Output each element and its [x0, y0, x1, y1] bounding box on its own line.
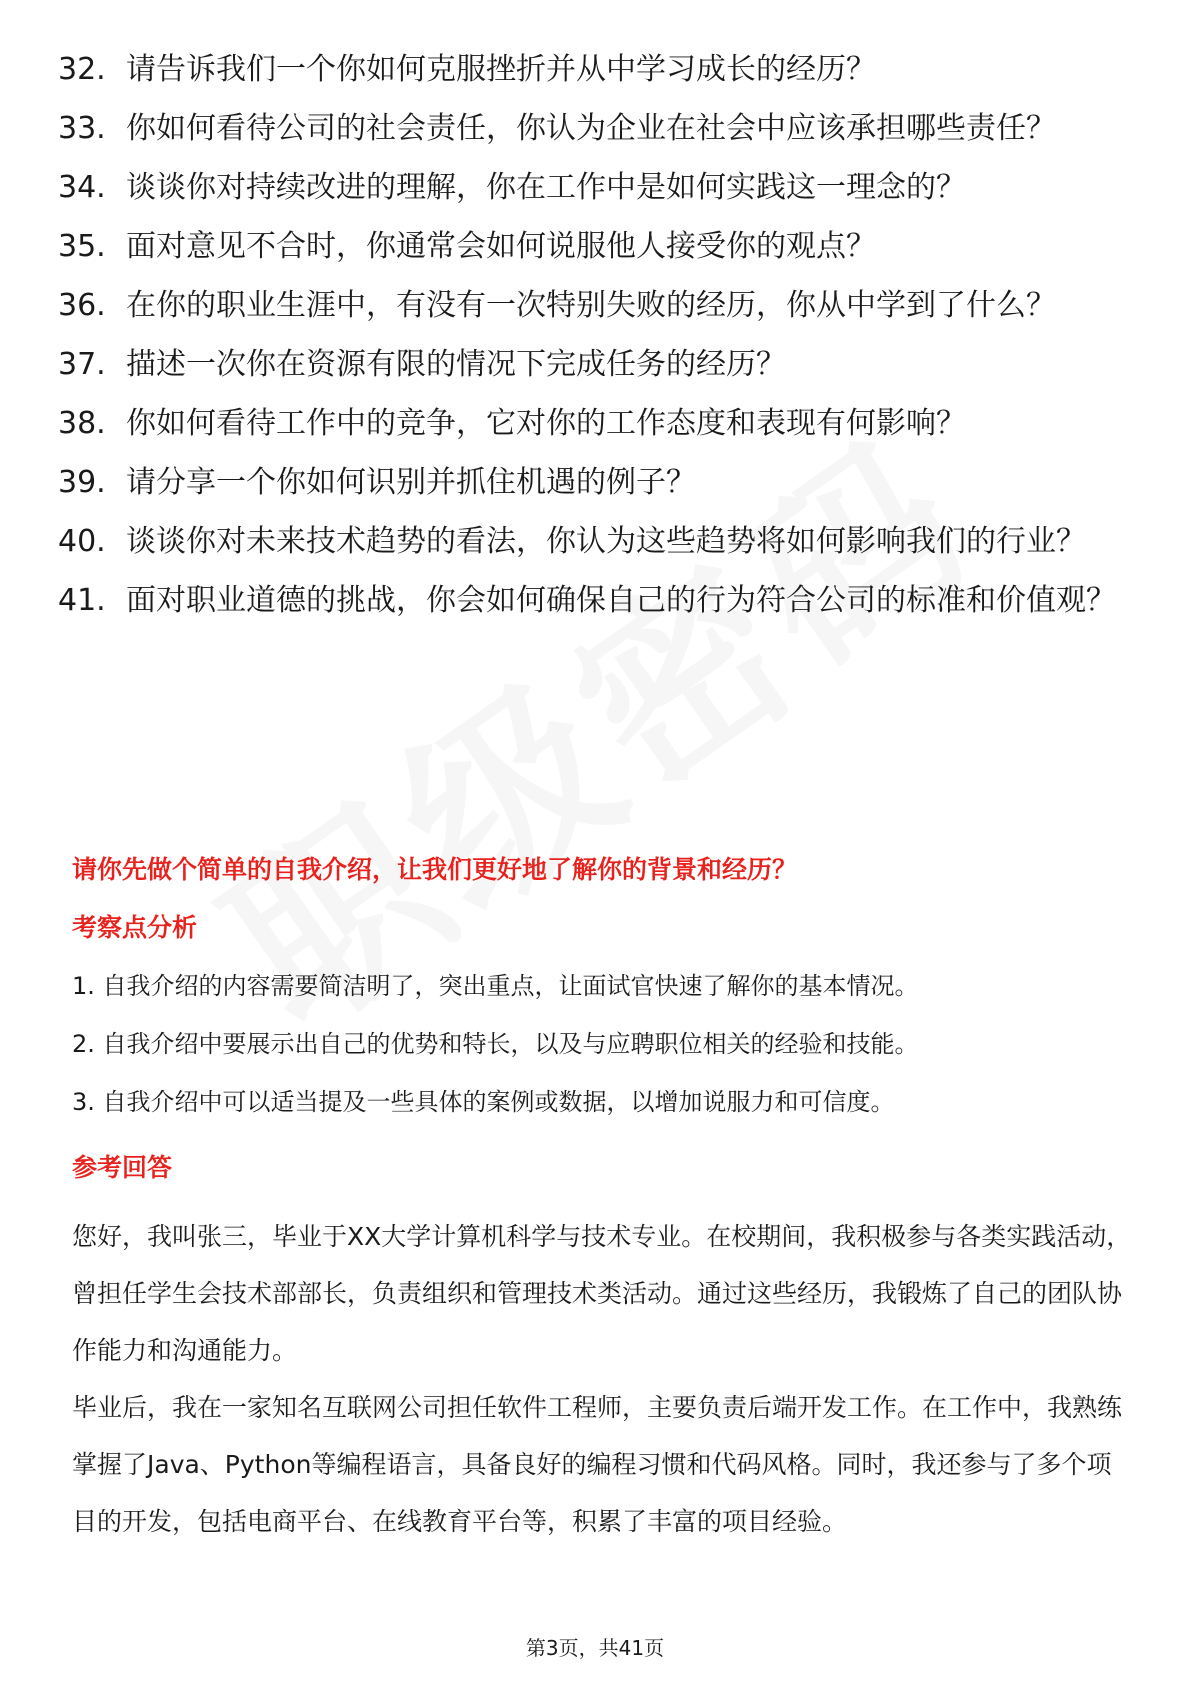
question-number: 37. [58, 347, 106, 382]
question-text: 谈谈你对未来技术趋势的看法，你认为这些趋势将如何影响我们的行业？ [126, 524, 1086, 559]
list-item [58, 463, 1138, 503]
question-text: 你如何看待工作中的竞争，它对你的工作态度和表现有何影响？ [126, 406, 966, 441]
question-number: 40. [58, 524, 106, 559]
question-list [58, 50, 1138, 640]
list-item [58, 404, 1138, 444]
analysis-list [72, 968, 1132, 1142]
list-item [58, 345, 1138, 385]
analysis-point: 2. 自我介绍中要展示出自己的优势和特长，以及与应聘职位相关的经验和技能。 [72, 1030, 919, 1058]
list-item [58, 581, 1138, 621]
analysis-point: 1. 自我介绍的内容需要简洁明了，突出重点，让面试官快速了解你的基本情况。 [72, 972, 919, 1000]
page-footer: 第3页，共41页 [525, 1636, 665, 1660]
analysis-heading: 考察点分析 [72, 913, 198, 942]
reference-heading: 参考回答 [72, 1153, 173, 1182]
question-number: 34. [58, 170, 106, 205]
list-item [58, 109, 1138, 149]
answer-paragraph: 您好，我叫张三，毕业于XX大学计算机科学与技术专业。在校期间，我积极参与各类实践活动，曾担任学生会技术部部长，负责组织和管理技术类活动。通过这些经历，我锻炼了自己的团队协作能力和沟通能力。 [72, 1222, 1132, 1365]
question-text: 你如何看待公司的社会责任，你认为企业在社会中应该承担哪些责任？ [126, 111, 1056, 146]
analysis-point: 3. 自我介绍中可以适当提及一些具体的案例或数据，以增加说服力和可信度。 [72, 1088, 895, 1116]
question-number: 33. [58, 111, 106, 146]
question-number: 32. [58, 52, 106, 87]
question-text: 谈谈你对持续改进的理解，你在工作中是如何实践这一理念的？ [126, 170, 966, 205]
list-item [58, 522, 1138, 562]
list-item [58, 50, 1138, 90]
list-item [58, 227, 1138, 267]
question-text: 请分享一个你如何识别并抓住机遇的例子？ [126, 465, 696, 500]
question-text: 面对意见不合时，你通常会如何说服他人接受你的观点？ [126, 229, 876, 264]
question-text: 描述一次你在资源有限的情况下完成任务的经历？ [126, 347, 786, 382]
question-number: 36. [58, 288, 106, 323]
answer-paragraph: 毕业后，我在一家知名互联网公司担任软件工程师，主要负责后端开发工作。在工作中，我熟练掌握了Java、Python等编程语言，具备良好的编程习惯和代码风格。同时，我还参与了多个项目的开发，包括电商平台、在线教育平台等，积累了丰富的项目经验。 [72, 1393, 1123, 1536]
question-number: 39. [58, 465, 106, 500]
list-item [58, 168, 1138, 208]
reference-answer [72, 1208, 1132, 1550]
question-number: 35. [58, 229, 106, 264]
featured-question: 请你先做个简单的自我介绍，让我们更好地了解你的背景和经历？ [72, 855, 798, 884]
question-text: 在你的职业生涯中，有没有一次特别失败的经历，你从中学到了什么？ [126, 288, 1056, 323]
question-number: 41. [58, 583, 106, 618]
list-item [58, 286, 1138, 326]
question-text: 面对职业道德的挑战，你会如何确保自己的行为符合公司的标准和价值观？ [126, 583, 1116, 618]
question-number: 38. [58, 406, 106, 441]
question-text: 请告诉我们一个你如何克服挫折并从中学习成长的经历？ [126, 52, 876, 87]
